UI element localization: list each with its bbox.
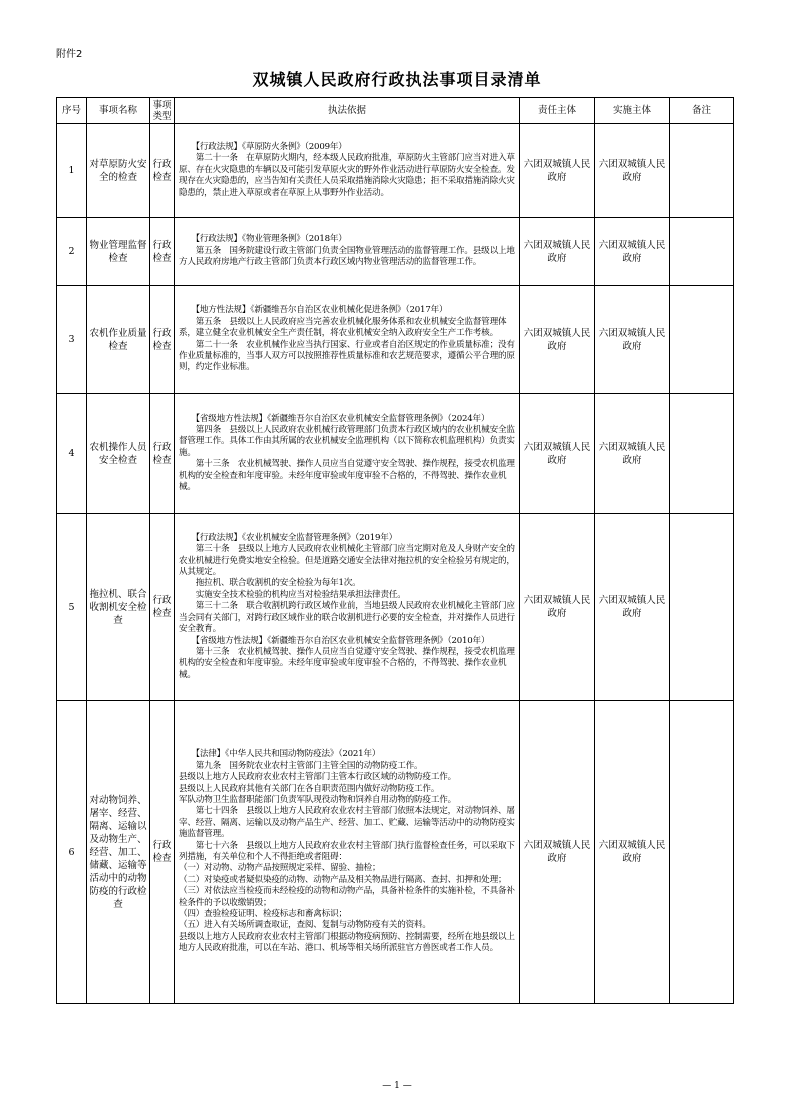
row-seq: 1 — [57, 124, 87, 218]
basis-paragraph: 【行政法规】《草原防火条例》（2009年） — [179, 141, 347, 152]
row-basis — [175, 394, 520, 514]
basis-paragraph: 拖拉机、联合收割机的安全检验为每年1次。 — [179, 578, 361, 589]
basis-paragraph: 县级以上地方人民政府农业农村主管部门主管本行政区域的动物防疫工作。 — [179, 772, 456, 783]
basis-paragraph: （五）进入有关场所调查取证，查阅、复制与动物防疫有关的资料。 — [179, 920, 431, 931]
basis-paragraph: 第五条 国务院建设行政主管部门负责全国物业管理活动的监督管理工作。县级以上地方人民政府房地产行政主管部门负责本行政区域内物业管理活动的监督管理工作。 — [179, 245, 515, 268]
row-item-name: 拖拉机、联合收割机安全检查 — [87, 514, 150, 701]
table-row — [57, 286, 734, 394]
row-item-type: 行政检查 — [150, 124, 175, 218]
row-responsible: 六团双城镇人民政府 — [520, 394, 595, 514]
row-responsible: 六团双城镇人民政府 — [520, 124, 595, 218]
row-remark — [670, 701, 734, 1004]
row-responsible: 六团双城镇人民政府 — [520, 218, 595, 286]
basis-paragraph: 第二十一条 在草原防火期内，经本级人民政府批准，草原防火主管部门应当对进入草原、存在火灾隐患的车辆以及可能引发草原火灾的野外作业活动进行草原防火安全检查。发现存在火灾隐患的，应当告知有关责任人员采取措施消除火灾隐患；拒不采取措施消除火灾隐患的，禁止进入草原或者在草原上从事野外作业活动。 — [179, 153, 515, 198]
row-item-type: 行政检查 — [150, 394, 175, 514]
row-basis — [175, 218, 520, 286]
basis-paragraph: （一）对动物、动物产品按照规定采样、留验、抽检； — [179, 863, 381, 874]
header-item-name: 事项名称 — [87, 98, 150, 124]
basis-paragraph: 第五条 县级以上人民政府应当完善农业机械化服务体系和农业机械安全监督管理体系，建立健全农业机械安全生产责任制，将农业机械安全纳入政府安全生产工作考核。 — [179, 316, 507, 339]
row-seq: 5 — [57, 514, 87, 701]
row-basis — [175, 514, 520, 701]
row-basis — [175, 124, 520, 218]
page-title: 双城镇人民政府行政执法事项目录清单 — [252, 70, 542, 89]
basis-paragraph: 县级以上人民政府其他有关部门在各自职责范围内做好动物防疫工作。 — [179, 783, 440, 794]
basis-paragraph: 第二十一条 农业机械作业应当执行国家、行业或者自治区规定的作业质量标准；没有作业质量标准的，当事人双方可以按照推荐性质量标准和农艺规范要求，遵循公平合理的原则，约定作业标准。 — [179, 339, 515, 373]
row-item-name: 农机操作人员安全检查 — [87, 394, 150, 514]
basis-paragraph: 第七十四条 县级以上地方人民政府农业农村主管部门依照本法规定，对动物饲养、屠宰、经营、隔离、运输以及动物产品生产、经营、加工、贮藏、运输等活动中的动物防疫实施监督管理。 — [179, 806, 515, 840]
basis-paragraph: 县级以上地方人民政府农业农村主管部门根据动物疫病预防、控制需要，经所在地县级以上地方人民政府批准，可以在车站、港口、机场等相关场所派驻官方兽医或者工作人员。 — [179, 931, 515, 954]
row-item-type: 行政检查 — [150, 286, 175, 394]
basis-paragraph: 第九条 国务院农业农村主管部门主管全国的动物防疫工作。 — [179, 760, 423, 771]
basis-paragraph: 第三十二条 联合收割机跨行政区域作业前，当地县级人民政府农业机械化主管部门应当会同有关部门，对跨行政区域作业的联合收割机进行必要的安全检查，并对操作人员进行安全教育。 — [179, 601, 515, 635]
row-remark — [670, 218, 734, 286]
row-remark — [670, 514, 734, 701]
row-remark — [670, 124, 734, 218]
row-implementing: 六团双城镇人民政府 — [595, 124, 670, 218]
row-implementing: 六团双城镇人民政府 — [595, 701, 670, 1004]
row-implementing: 六团双城镇人民政府 — [595, 286, 670, 394]
row-responsible: 六团双城镇人民政府 — [520, 701, 595, 1004]
header-seq: 序号 — [57, 98, 87, 124]
row-basis — [175, 701, 520, 1004]
basis-paragraph: 军队动物卫生监督职能部门负责军队现役动物和饲养自用动物的防疫工作。 — [179, 794, 456, 805]
basis-paragraph: 【省级地方性法规】《新疆维吾尔自治区农业机械安全监督管理条例》（2024年） — [179, 413, 490, 424]
table-row — [57, 124, 734, 218]
row-item-name: 对动物饲养、屠宰、经营、隔离、运输以及动物生产、经营、加工、储藏、运输等活动中的动物防疫的行政检查 — [87, 701, 150, 1004]
basis-paragraph: 第四条 县级以上人民政府农业机械行政管理部门负责本行政区域内的农业机械安全监督管理工作。具体工作由其所属的农业机械安全监理机构（以下简称农机监理机构）负责实施。 — [179, 424, 515, 458]
row-item-name: 对草原防火安全的检查 — [87, 124, 150, 218]
table-row — [57, 701, 734, 1004]
table-row — [57, 218, 734, 286]
row-seq: 2 — [57, 218, 87, 286]
header-item-type: 事项类型 — [150, 98, 175, 124]
row-item-name: 农机作业质量检查 — [87, 286, 150, 394]
row-implementing: 六团双城镇人民政府 — [595, 514, 670, 701]
row-item-type: 行政检查 — [150, 514, 175, 701]
basis-paragraph: 【行政法规】《物业管理条例》（2018年） — [179, 234, 347, 245]
basis-paragraph: 【法律】《中华人民共和国动物防疫法》（2021年） — [179, 749, 381, 760]
row-item-type: 行政检查 — [150, 701, 175, 1004]
row-implementing: 六团双城镇人民政府 — [595, 394, 670, 514]
table-row — [57, 394, 734, 514]
basis-paragraph: （三）对依法应当检疫而未经检疫的动物和动物产品，具备补检条件的实施补检，不具备补检条件的予以收缴销毁； — [179, 886, 515, 908]
row-basis — [175, 286, 520, 394]
header-basis: 执法依据 — [175, 98, 520, 124]
row-remark — [670, 394, 734, 514]
basis-paragraph: 第十三条 农业机械驾驶、操作人员应当自觉遵守安全驾驶、操作规程，接受农机监理机构的安全检查和年度审验。未经年度审验或年度审验不合格的，不得驾驶、操作农业机械。 — [179, 646, 515, 680]
basis-paragraph: 第七十六条 县级以上地方人民政府农业农村主管部门执行监督检查任务，可以采取下列措施，有关单位和个人不得拒绝或者阻碍： — [179, 840, 515, 862]
table-header-row — [57, 98, 734, 124]
attachment-label: 附件2 — [56, 49, 83, 60]
row-responsible: 六团双城镇人民政府 — [520, 514, 595, 701]
row-seq: 3 — [57, 286, 87, 394]
row-responsible: 六团双城镇人民政府 — [520, 286, 595, 394]
row-implementing: 六团双城镇人民政府 — [595, 218, 670, 286]
row-seq: 6 — [57, 701, 87, 1004]
basis-paragraph: 实施安全技术检验的机构应当对检验结果承担法律责任。 — [179, 589, 406, 600]
row-item-type: 行政检查 — [150, 218, 175, 286]
table-row — [57, 514, 734, 701]
row-item-name: 物业管理监督检查 — [87, 218, 150, 286]
header-remark: 备注 — [670, 98, 734, 124]
basis-paragraph: 第十三条 农业机械驾驶、操作人员应当自觉遵守安全驾驶、操作规程，接受农机监理机构的安全检查和年度审验。未经年度审验或年度审验不合格的，不得驾驶、操作农业机械。 — [179, 459, 515, 493]
basis-paragraph: 【地方性法规】《新疆维吾尔自治区农业机械化促进条例》（2017年） — [179, 305, 448, 316]
enforcement-items-table — [56, 97, 734, 1004]
row-remark — [670, 286, 734, 394]
page-number: — 1 — — [382, 1081, 412, 1091]
row-seq: 4 — [57, 394, 87, 514]
basis-paragraph: （四）查验检疫证明、检疫标志和畜禽标识； — [179, 909, 347, 920]
header-responsible: 责任主体 — [520, 98, 595, 124]
basis-paragraph: 第三十条 县级以上地方人民政府农业机械化主管部门应当定期对危及人身财产安全的农业机械进行免费实地安全检验。但是道路交通安全法律对拖拉机的安全检验另有规定的，从其规定。 — [179, 544, 515, 578]
basis-paragraph: 【行政法规】《农业机械安全监督管理条例》（2019年） — [179, 532, 398, 543]
basis-paragraph: 【省级地方性法规】《新疆维吾尔自治区农业机械安全监督管理条例》（2010年） — [179, 635, 490, 646]
header-implementing: 实施主体 — [595, 98, 670, 124]
basis-paragraph: （二）对染疫或者疑似染疫的动物、动物产品及相关物品进行隔离、查封、扣押和处理； — [179, 874, 507, 885]
